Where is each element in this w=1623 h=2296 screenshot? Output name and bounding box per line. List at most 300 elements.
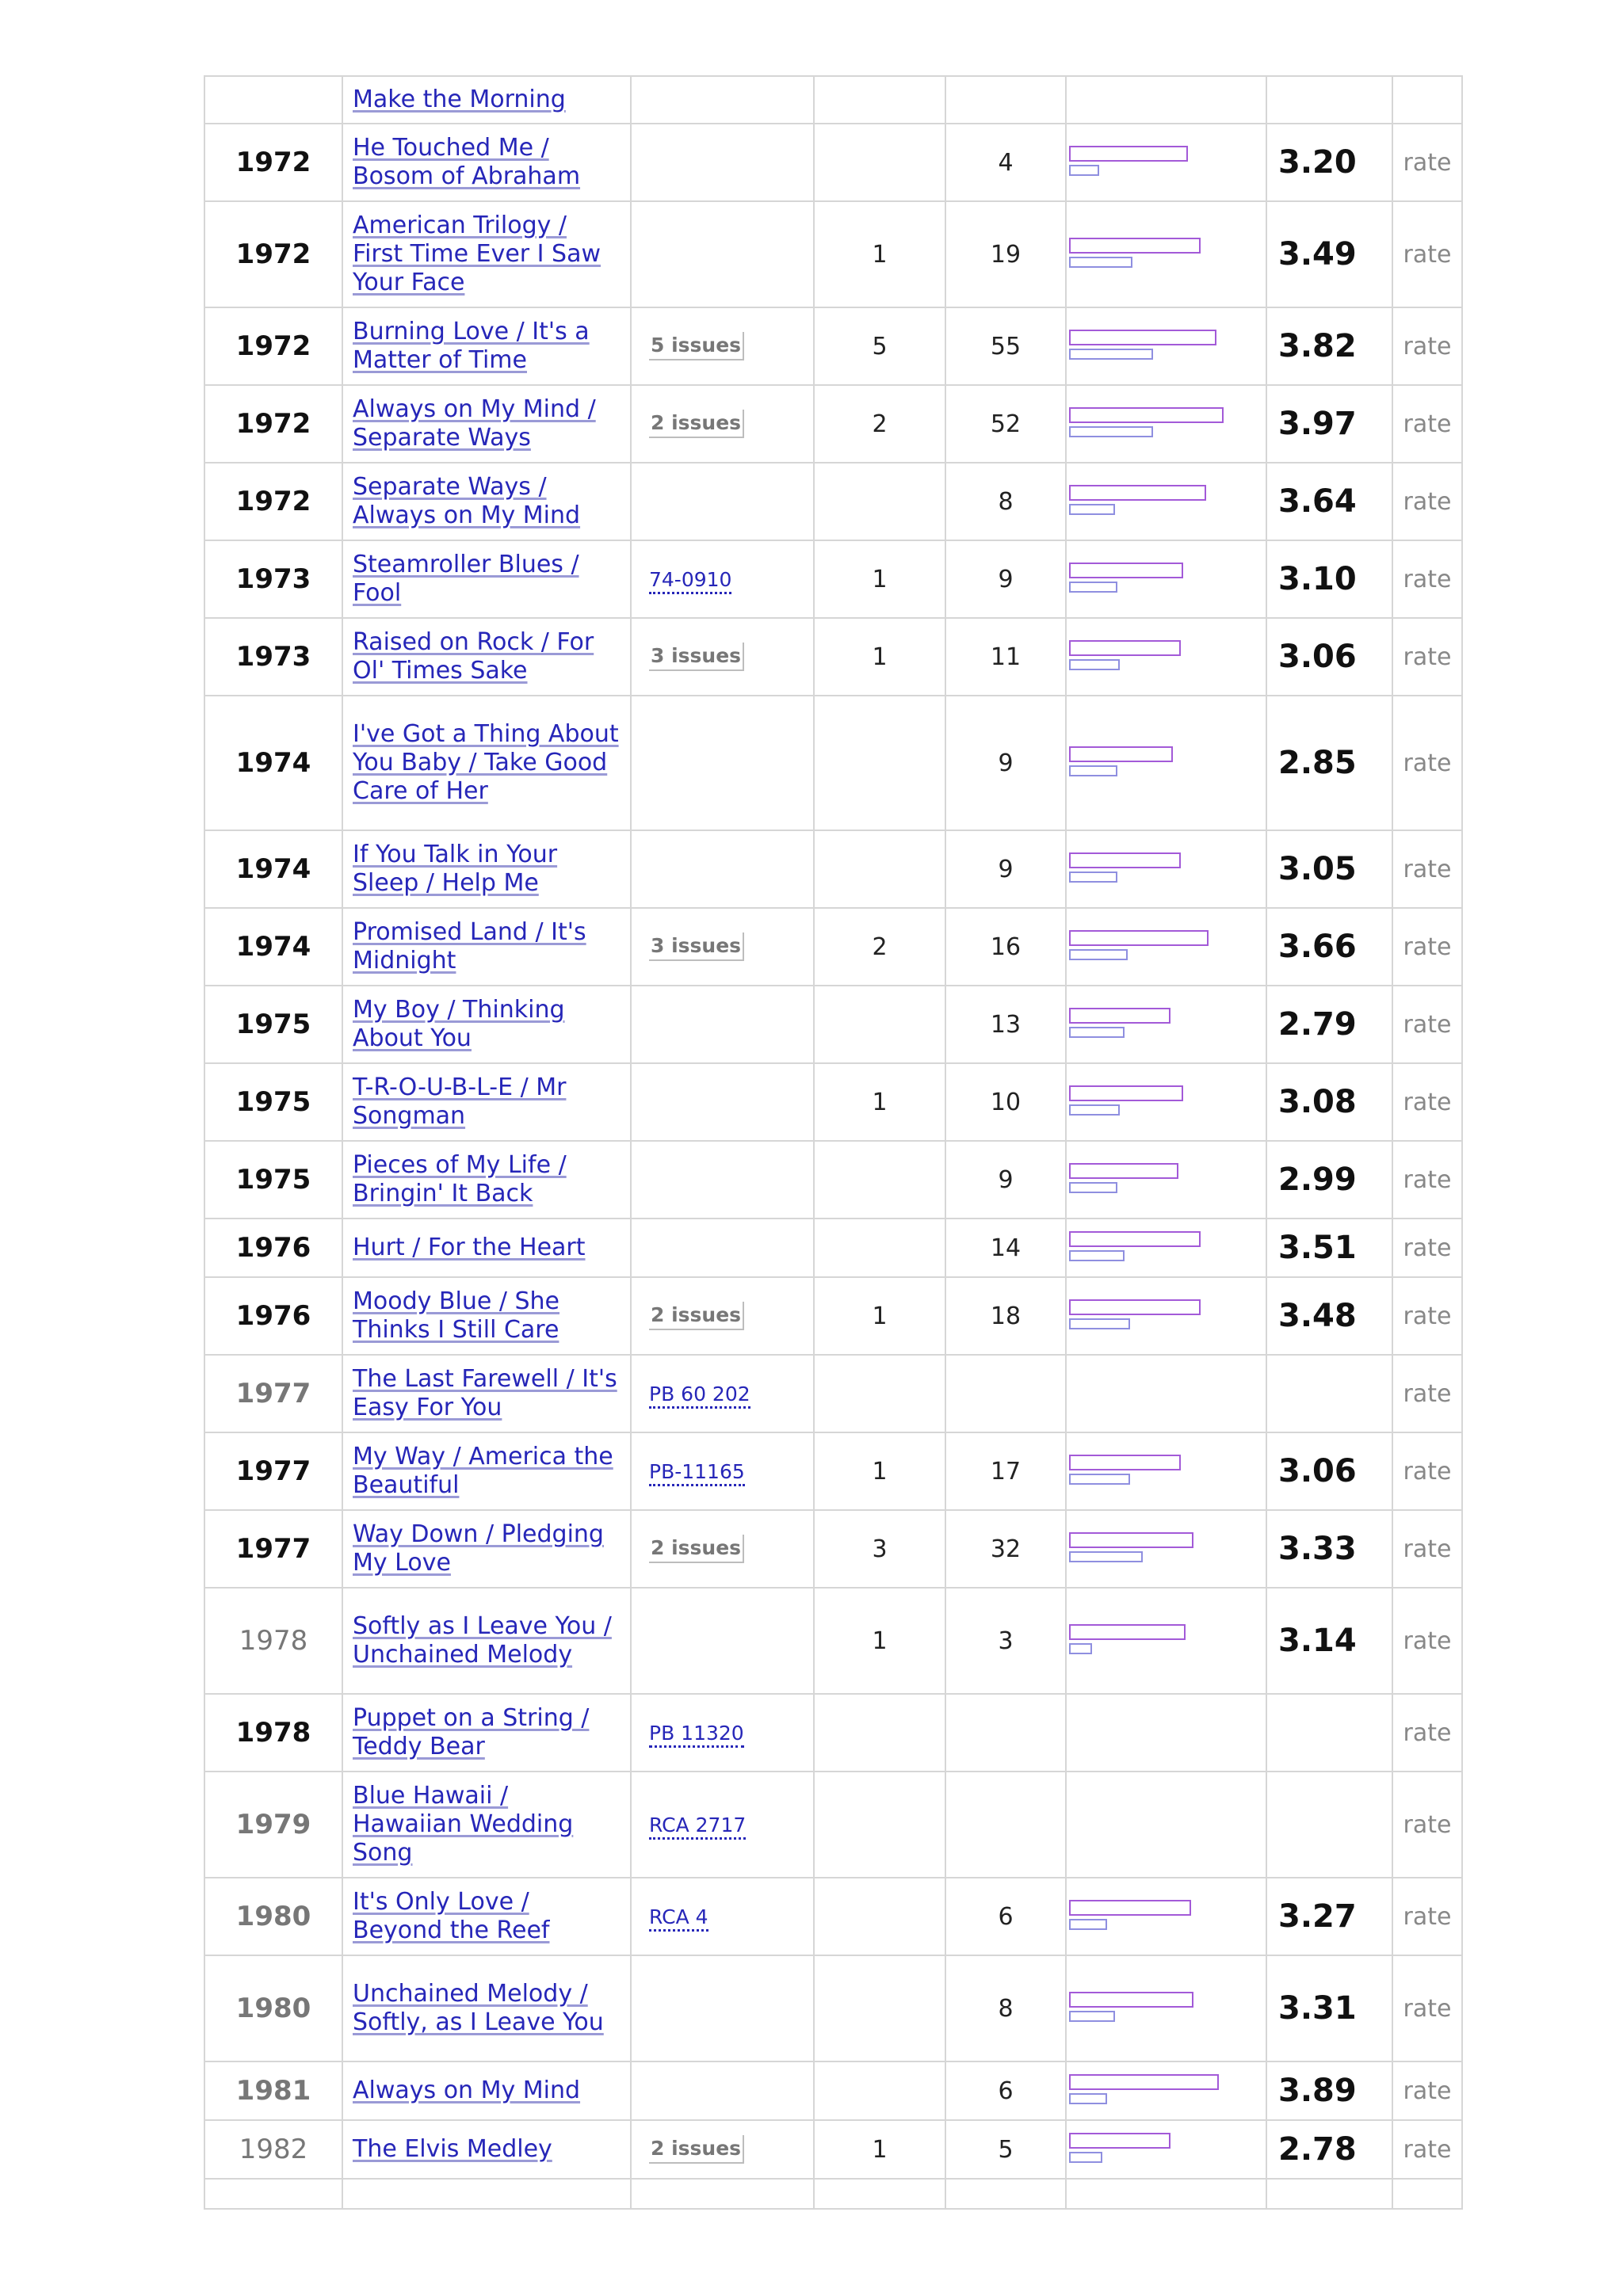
count-cell-2 (945, 1432, 1066, 1510)
single-title-link[interactable]: Pieces of My Life / Bringin' It Back (353, 1151, 567, 1207)
average-rating: 2.99 (1278, 1161, 1357, 1198)
catalog-cell (631, 1772, 814, 1878)
count-value-2: 13 (990, 1010, 1022, 1039)
rating-cell (1266, 463, 1392, 540)
count-cell-1 (814, 1277, 945, 1355)
single-title-link[interactable]: It's Only Love / Beyond the Reef (353, 1888, 550, 1944)
release-year: 1972 (235, 238, 311, 270)
average-rating: 3.31 (1278, 1990, 1357, 2027)
count-value-2: 9 (998, 565, 1014, 593)
release-year: 1972 (235, 486, 311, 517)
votes-bar (1069, 1551, 1143, 1562)
release-year: 1980 (235, 1993, 311, 2024)
single-title-link[interactable]: Steamroller Blues / Fool (353, 551, 579, 607)
rating-cell (1266, 385, 1392, 463)
rating-bar (1069, 640, 1181, 656)
table-row (204, 1510, 1462, 1588)
average-rating: 3.08 (1278, 1084, 1357, 1120)
count-cell-2 (945, 986, 1066, 1063)
rate-link[interactable]: rate (1403, 1234, 1452, 1262)
single-title-link[interactable]: Burning Love / It's a Matter of Time (353, 318, 590, 374)
rate-link[interactable]: rate (1403, 1088, 1452, 1116)
title-cell (342, 2179, 631, 2209)
rating-cell (1266, 1772, 1392, 1878)
rate-link[interactable]: rate (1403, 933, 1452, 961)
rating-bars-cell (1066, 1588, 1266, 1694)
rate-link[interactable]: rate (1403, 643, 1452, 671)
table-row (204, 1141, 1462, 1219)
count-value-1: 3 (872, 1535, 888, 1563)
release-year: 1974 (235, 931, 311, 963)
title-cell (342, 1063, 631, 1141)
release-year: 1972 (235, 330, 311, 362)
rating-cell (1266, 201, 1392, 307)
catalog-number-link[interactable]: RCA 4 (649, 1905, 708, 1932)
rating-bar-chart (1067, 483, 1266, 520)
title-cell (342, 76, 631, 124)
average-rating: 3.66 (1278, 929, 1357, 965)
release-year: 1977 (235, 1533, 311, 1565)
count-cell-2 (945, 307, 1066, 385)
average-rating: 3.64 (1278, 483, 1357, 520)
count-value-2: 6 (998, 2077, 1014, 2105)
title-cell (342, 1694, 631, 1772)
rating-bar (1069, 852, 1181, 868)
rate-cell (1392, 908, 1462, 986)
release-year: 1973 (235, 641, 311, 673)
rate-cell (1392, 124, 1462, 201)
rating-bars-cell (1066, 618, 1266, 696)
rate-link[interactable]: rate (1403, 148, 1452, 177)
rating-bars-cell (1066, 1141, 1266, 1219)
average-rating: 3.06 (1278, 1453, 1357, 1489)
issues-button[interactable]: 3 issues (649, 643, 744, 671)
catalog-cell (631, 385, 814, 463)
table-row (204, 540, 1462, 618)
table-row (204, 1355, 1462, 1432)
average-rating: 2.79 (1278, 1006, 1357, 1043)
title-cell (342, 1878, 631, 1955)
single-title-link[interactable]: The Last Farewell / It's Easy For You (353, 1365, 617, 1421)
catalog-cell (631, 2061, 814, 2120)
rating-cell (1266, 1432, 1392, 1510)
title-cell (342, 1355, 631, 1432)
year-cell (204, 1694, 342, 1772)
count-value-2: 52 (990, 410, 1022, 438)
count-cell-1 (814, 1878, 945, 1955)
count-cell-2 (945, 830, 1066, 908)
votes-bar (1069, 659, 1120, 670)
count-cell-1 (814, 1432, 945, 1510)
single-title-link[interactable]: Make the Morning (353, 86, 566, 113)
count-cell-2 (945, 2179, 1066, 2209)
rate-link[interactable]: rate (1403, 749, 1452, 777)
count-cell-1 (814, 986, 945, 1063)
rate-cell (1392, 1588, 1462, 1694)
title-cell (342, 124, 631, 201)
single-title-link[interactable]: Puppet on a String / Teddy Bear (353, 1704, 590, 1760)
single-title-link[interactable]: The Elvis Medley (353, 2135, 552, 2163)
votes-bar (1069, 765, 1117, 776)
rate-cell (1392, 1063, 1462, 1141)
rate-link[interactable]: rate (1403, 1457, 1452, 1486)
rating-bar-chart (1067, 1084, 1266, 1120)
catalog-cell (631, 696, 814, 830)
title-cell (342, 1510, 631, 1588)
rating-cell (1266, 2061, 1392, 2120)
votes-bar (1069, 949, 1128, 960)
rating-bar-chart (1067, 236, 1266, 273)
average-rating: 3.20 (1278, 144, 1357, 181)
rate-cell (1392, 76, 1462, 124)
count-cell-2 (945, 618, 1066, 696)
catalog-cell (631, 1219, 814, 1277)
rate-link[interactable]: rate (1403, 1535, 1452, 1563)
single-title-link[interactable]: Unchained Melody / Softly, as I Leave You (353, 1980, 604, 2036)
rating-cell (1266, 1588, 1392, 1694)
catalog-cell (631, 2120, 814, 2179)
table-row (204, 124, 1462, 201)
year-cell (204, 1141, 342, 1219)
rate-link[interactable]: rate (1403, 1902, 1452, 1931)
catalog-number-link[interactable]: PB 11320 (649, 1722, 744, 1748)
single-title-link[interactable]: Way Down / Pledging My Love (353, 1520, 604, 1577)
rating-bars-cell (1066, 986, 1266, 1063)
issues-button[interactable]: 3 issues (649, 933, 744, 961)
table-row (204, 385, 1462, 463)
single-title-link[interactable]: I've Got a Thing About You Baby / Take Good Care of Her (353, 720, 619, 805)
rate-link[interactable]: rate (1403, 240, 1452, 269)
rating-cell (1266, 307, 1392, 385)
count-cell-2 (945, 540, 1066, 618)
rate-link[interactable]: rate (1403, 1627, 1452, 1655)
rating-bar-chart (1067, 1453, 1266, 1489)
table-row (204, 618, 1462, 696)
votes-bar (1069, 1182, 1117, 1193)
rating-bar-chart (1067, 2073, 1266, 2109)
rate-link[interactable]: rate (1403, 487, 1452, 516)
title-cell (342, 830, 631, 908)
catalog-cell (631, 463, 814, 540)
count-cell-1 (814, 696, 945, 830)
rating-bar (1069, 407, 1224, 423)
count-cell-2 (945, 385, 1066, 463)
title-cell (342, 201, 631, 307)
catalog-cell (631, 1063, 814, 1141)
rate-link[interactable]: rate (1403, 1379, 1452, 1408)
count-cell-1 (814, 124, 945, 201)
single-title-link[interactable]: Hurt / For the Heart (353, 1234, 586, 1261)
count-value-2: 19 (990, 240, 1022, 269)
year-cell (204, 2061, 342, 2120)
rating-bar (1069, 1532, 1193, 1548)
rating-bars-cell (1066, 1355, 1266, 1432)
rating-bars-cell (1066, 124, 1266, 201)
year-cell (204, 1878, 342, 1955)
average-rating: 3.82 (1278, 328, 1357, 364)
rate-cell (1392, 540, 1462, 618)
release-year: 1974 (235, 853, 311, 885)
issues-button[interactable]: 5 issues (649, 332, 744, 360)
rate-cell (1392, 2179, 1462, 2209)
rating-cell (1266, 1694, 1392, 1772)
single-title-link[interactable]: Always on My Mind (353, 2077, 581, 2104)
count-cell-2 (945, 1694, 1066, 1772)
average-rating: 3.06 (1278, 639, 1357, 675)
rating-bar (1069, 1992, 1193, 2008)
release-year: 1972 (235, 147, 311, 178)
count-cell-1 (814, 385, 945, 463)
count-value-1: 1 (872, 1088, 888, 1116)
votes-bar (1069, 1919, 1107, 1930)
count-cell-1 (814, 201, 945, 307)
rating-bar-chart (1067, 1990, 1266, 2027)
votes-bar (1069, 582, 1117, 593)
rating-bar-chart (1067, 851, 1266, 887)
count-cell-1 (814, 1063, 945, 1141)
table-row (204, 1955, 1462, 2061)
rate-cell (1392, 1955, 1462, 2061)
release-year: 1975 (235, 1164, 311, 1196)
rate-link[interactable]: rate (1403, 1994, 1452, 2023)
count-value-2: 17 (990, 1457, 1022, 1486)
catalog-cell (631, 618, 814, 696)
count-value-1: 1 (872, 565, 888, 593)
rate-cell (1392, 1772, 1462, 1878)
table-row (204, 2179, 1462, 2209)
rating-cell (1266, 540, 1392, 618)
count-cell-2 (945, 1588, 1066, 1694)
rating-bar (1069, 2133, 1170, 2149)
catalog-cell (631, 1878, 814, 1955)
count-cell-2 (945, 2061, 1066, 2120)
release-year: 1976 (235, 1232, 311, 1264)
year-cell (204, 1219, 342, 1277)
votes-bar (1069, 2093, 1107, 2104)
rating-bars-cell (1066, 1219, 1266, 1277)
rating-bar-chart (1067, 1531, 1266, 1567)
catalog-cell (631, 2179, 814, 2209)
single-title-link[interactable]: Promised Land / It's Midnight (353, 918, 586, 974)
count-cell-2 (945, 1772, 1066, 1878)
rating-bar-chart (1067, 1623, 1266, 1659)
votes-bar (1069, 504, 1115, 515)
rating-bar-chart (1067, 1898, 1266, 1935)
table-row (204, 830, 1462, 908)
release-year: 1974 (235, 747, 311, 779)
rating-bar (1069, 1231, 1201, 1247)
average-rating: 2.78 (1278, 2131, 1357, 2168)
single-title-link[interactable]: My Way / America the Beautiful (353, 1443, 613, 1499)
rating-cell (1266, 696, 1392, 830)
count-cell-2 (945, 908, 1066, 986)
rating-bars-cell (1066, 2179, 1266, 2209)
rating-cell (1266, 1510, 1392, 1588)
rate-cell (1392, 1510, 1462, 1588)
issues-button[interactable]: 2 issues (649, 410, 744, 438)
count-cell-1 (814, 463, 945, 540)
catalog-number-link[interactable]: PB 60 202 (649, 1383, 750, 1409)
average-rating: 3.05 (1278, 851, 1357, 887)
rating-bars-cell (1066, 201, 1266, 307)
title-cell (342, 1219, 631, 1277)
rate-cell (1392, 986, 1462, 1063)
catalog-number-link[interactable]: PB-11165 (649, 1460, 745, 1486)
table-row (204, 307, 1462, 385)
rate-cell (1392, 830, 1462, 908)
rating-bar-chart (1067, 745, 1266, 781)
rating-cell (1266, 1277, 1392, 1355)
rating-bars-cell (1066, 1772, 1266, 1878)
year-cell (204, 76, 342, 124)
year-cell (204, 1432, 342, 1510)
year-cell (204, 1955, 342, 2061)
rating-bars-cell (1066, 1955, 1266, 2061)
title-cell (342, 2061, 631, 2120)
rate-link[interactable]: rate (1403, 2077, 1452, 2105)
single-title-link[interactable]: Separate Ways / Always on My Mind (353, 473, 581, 529)
title-cell (342, 908, 631, 986)
rate-cell (1392, 1355, 1462, 1432)
single-title-link[interactable]: T-R-O-U-B-L-E / Mr Songman (353, 1074, 567, 1130)
title-cell (342, 385, 631, 463)
catalog-cell (631, 1141, 814, 1219)
catalog-cell (631, 908, 814, 986)
rate-link[interactable]: rate (1403, 1165, 1452, 1194)
rating-cell (1266, 1063, 1392, 1141)
rate-cell (1392, 1694, 1462, 1772)
count-cell-2 (945, 1355, 1066, 1432)
rate-link[interactable]: rate (1403, 1718, 1452, 1747)
single-title-link[interactable]: Blue Hawaii / Hawaiian Wedding Song (353, 1782, 574, 1867)
catalog-cell (631, 201, 814, 307)
catalog-number-link[interactable]: RCA 2717 (649, 1814, 746, 1840)
table-row (204, 986, 1462, 1063)
count-cell-2 (945, 1063, 1066, 1141)
count-value-2: 6 (998, 1902, 1014, 1931)
table-row (204, 1219, 1462, 1277)
rating-bars-cell (1066, 2061, 1266, 2120)
rating-bars-cell (1066, 1063, 1266, 1141)
title-cell (342, 1772, 631, 1878)
rate-link[interactable]: rate (1403, 565, 1452, 593)
single-title-link[interactable]: Always on My Mind / Separate Ways (353, 395, 596, 452)
rate-link[interactable]: rate (1403, 410, 1452, 438)
votes-bar (1069, 871, 1117, 883)
catalog-cell (631, 1510, 814, 1588)
year-cell (204, 1510, 342, 1588)
issues-button[interactable]: 2 issues (649, 2135, 744, 2164)
title-cell (342, 1432, 631, 1510)
average-rating: 3.97 (1278, 406, 1357, 442)
year-cell (204, 1355, 342, 1432)
votes-bar (1069, 165, 1099, 176)
year-cell (204, 201, 342, 307)
count-value-2: 8 (998, 1994, 1014, 2023)
rating-bars-cell (1066, 307, 1266, 385)
rate-link[interactable]: rate (1403, 1302, 1452, 1330)
count-value-1: 1 (872, 240, 888, 269)
count-value-2: 9 (998, 749, 1014, 777)
release-year: 1977 (235, 1455, 311, 1487)
single-title-link[interactable]: Moody Blue / She Thinks I Still Care (353, 1287, 560, 1344)
single-title-link[interactable]: Raised on Rock / For Ol' Times Sake (353, 628, 594, 685)
single-title-link[interactable]: If You Talk in Your Sleep / Help Me (353, 841, 558, 897)
rate-cell (1392, 1141, 1462, 1219)
count-cell-2 (945, 696, 1066, 830)
count-cell-1 (814, 307, 945, 385)
table-row (204, 76, 1462, 124)
rating-bar-chart (1067, 2131, 1266, 2168)
catalog-number-link[interactable]: 74-0910 (649, 568, 731, 594)
rating-bar (1069, 330, 1216, 345)
count-cell-1 (814, 618, 945, 696)
count-value-1: 2 (872, 410, 888, 438)
count-value-2: 11 (990, 643, 1022, 671)
rate-cell (1392, 307, 1462, 385)
rate-link[interactable]: rate (1403, 1010, 1452, 1039)
count-cell-1 (814, 76, 945, 124)
count-value-1: 5 (872, 332, 888, 360)
rate-link[interactable]: rate (1403, 332, 1452, 360)
single-title-link[interactable]: He Touched Me / Bosom of Abraham (353, 134, 581, 190)
count-value-1: 2 (872, 933, 888, 961)
rating-cell (1266, 76, 1392, 124)
table-row (204, 463, 1462, 540)
catalog-cell (631, 124, 814, 201)
catalog-cell (631, 1694, 814, 1772)
rating-bars-cell (1066, 830, 1266, 908)
votes-bar (1069, 257, 1132, 268)
table-row (204, 1432, 1462, 1510)
single-title-link[interactable]: My Boy / Thinking About You (353, 996, 565, 1052)
rate-link[interactable]: rate (1403, 2135, 1452, 2164)
count-value-1: 1 (872, 643, 888, 671)
year-cell (204, 696, 342, 830)
average-rating: 3.33 (1278, 1531, 1357, 1567)
title-cell (342, 986, 631, 1063)
rating-bar (1069, 563, 1183, 578)
count-cell-1 (814, 830, 945, 908)
count-cell-1 (814, 1141, 945, 1219)
catalog-cell (631, 830, 814, 908)
rate-link[interactable]: rate (1403, 1810, 1452, 1839)
count-cell-2 (945, 1510, 1066, 1588)
count-value-2: 4 (998, 148, 1014, 177)
release-year: 1973 (235, 563, 311, 595)
rating-bar-chart (1067, 1006, 1266, 1043)
rating-bar-chart (1067, 328, 1266, 364)
rating-bars-cell (1066, 540, 1266, 618)
rating-cell (1266, 908, 1392, 986)
count-cell-1 (814, 1694, 945, 1772)
title-cell (342, 463, 631, 540)
single-title-link[interactable]: American Trilogy / First Time Ever I Saw Your Face (353, 212, 601, 296)
release-year: 1975 (235, 1009, 311, 1040)
issues-button[interactable]: 2 issues (649, 1302, 744, 1330)
count-value-2: 55 (990, 332, 1022, 360)
average-rating: 2.85 (1278, 745, 1357, 781)
count-cell-2 (945, 1277, 1066, 1355)
release-year: 1975 (235, 1086, 311, 1118)
catalog-cell (631, 1955, 814, 2061)
table-row (204, 908, 1462, 986)
single-title-link[interactable]: Softly as I Leave You / Unchained Melody (353, 1612, 612, 1669)
rate-link[interactable]: rate (1403, 855, 1452, 883)
count-cell-2 (945, 2120, 1066, 2179)
issues-button[interactable]: 2 issues (649, 1535, 744, 1563)
votes-bar (1069, 426, 1153, 437)
